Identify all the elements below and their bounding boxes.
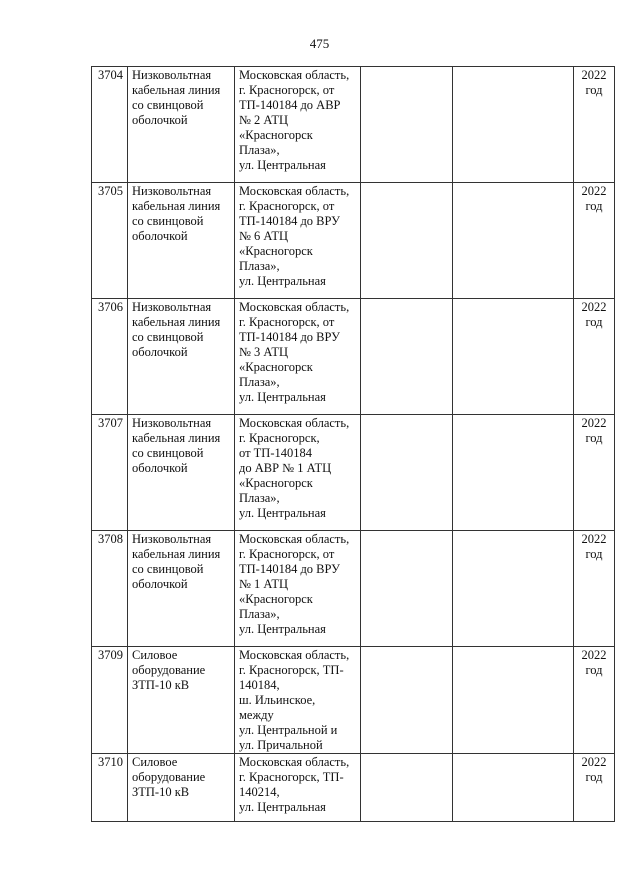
row-number: 3706	[92, 299, 128, 415]
object-name-cell	[128, 183, 235, 299]
empty-cell	[361, 415, 453, 531]
year-cell	[574, 647, 615, 754]
object-address: Московская область, г. Красногорск, от ТП-140184 до ВРУ № 3 АТЦ «Красногорск Плаза», ул. Центральная	[239, 300, 350, 404]
empty-cell	[361, 183, 453, 299]
empty-cell	[361, 647, 453, 754]
object-address: Московская область, г. Красногорск, ТП- 140184, ш. Ильинское, между ул. Центральной и ул. Причальной	[239, 648, 350, 752]
page-number: 475	[309, 36, 330, 51]
table-row	[92, 647, 615, 754]
empty-cell	[361, 754, 453, 822]
object-address: Московская область, г. Красногорск, от ТП-140184 до ВРУ № 1 АТЦ «Красногорск Плаза», ул. Центральная	[239, 532, 350, 636]
row-number: 3704	[92, 67, 128, 183]
object-name: Силовое оборудование ЗТП-10 кВ	[132, 755, 206, 799]
object-name: Низковольтная кабельная линия со свинцовой оболочкой	[132, 184, 221, 243]
row-number: 3705	[92, 183, 128, 299]
empty-cell	[453, 67, 574, 183]
year-text: 2022 год	[581, 68, 607, 97]
address-cell	[235, 754, 361, 822]
object-name: Низковольтная кабельная линия со свинцовой оболочкой	[132, 68, 221, 127]
object-address: Московская область, г. Красногорск, от ТП-140184 до ВРУ № 6 АТЦ «Красногорск Плаза», ул. Центральная	[239, 184, 350, 288]
year-text: 2022 год	[581, 300, 607, 329]
year-text: 2022 год	[581, 532, 607, 561]
row-number: 3709	[92, 647, 128, 754]
object-name-cell	[128, 754, 235, 822]
row-number: 3708	[92, 531, 128, 647]
empty-cell	[453, 183, 574, 299]
table-row	[92, 183, 615, 299]
object-name: Силовое оборудование ЗТП-10 кВ	[132, 648, 206, 692]
table-row	[92, 415, 615, 531]
object-name-cell	[128, 647, 235, 754]
year-text: 2022 год	[581, 648, 607, 677]
object-name-cell	[128, 67, 235, 183]
year-cell	[574, 183, 615, 299]
empty-cell	[361, 531, 453, 647]
object-address: Московская область, г. Красногорск, ТП- 140214, ул. Центральная	[239, 755, 350, 814]
object-name-cell	[128, 415, 235, 531]
registry-table	[91, 66, 615, 822]
address-cell	[235, 299, 361, 415]
object-name-cell	[128, 299, 235, 415]
object-address: Московская область, г. Красногорск, от ТП-140184 до АВР № 1 АТЦ «Красногорск Плаза», ул. Центральная	[239, 416, 350, 520]
year-text: 2022 год	[581, 184, 607, 213]
object-name: Низковольтная кабельная линия со свинцовой оболочкой	[132, 532, 221, 591]
row-number: 3710	[92, 754, 128, 822]
object-name: Низковольтная кабельная линия со свинцовой оболочкой	[132, 416, 221, 475]
address-cell	[235, 415, 361, 531]
object-name: Низковольтная кабельная линия со свинцовой оболочкой	[132, 300, 221, 359]
empty-cell	[453, 647, 574, 754]
year-cell	[574, 299, 615, 415]
table-row	[92, 67, 615, 183]
address-cell	[235, 647, 361, 754]
year-cell	[574, 531, 615, 647]
address-cell	[235, 67, 361, 183]
empty-cell	[453, 754, 574, 822]
table-row	[92, 531, 615, 647]
address-cell	[235, 531, 361, 647]
empty-cell	[453, 299, 574, 415]
table-row	[92, 754, 615, 822]
object-name-cell	[128, 531, 235, 647]
empty-cell	[361, 299, 453, 415]
object-address: Московская область, г. Красногорск, от ТП-140184 до АВР № 2 АТЦ «Красногорск Плаза», ул. Центральная	[239, 68, 350, 172]
year-cell	[574, 67, 615, 183]
year-text: 2022 год	[581, 416, 607, 445]
address-cell	[235, 183, 361, 299]
row-number: 3707	[92, 415, 128, 531]
year-cell	[574, 754, 615, 822]
empty-cell	[453, 415, 574, 531]
empty-cell	[453, 531, 574, 647]
empty-cell	[361, 67, 453, 183]
year-text: 2022 год	[581, 755, 607, 784]
year-cell	[574, 415, 615, 531]
table-row	[92, 299, 615, 415]
